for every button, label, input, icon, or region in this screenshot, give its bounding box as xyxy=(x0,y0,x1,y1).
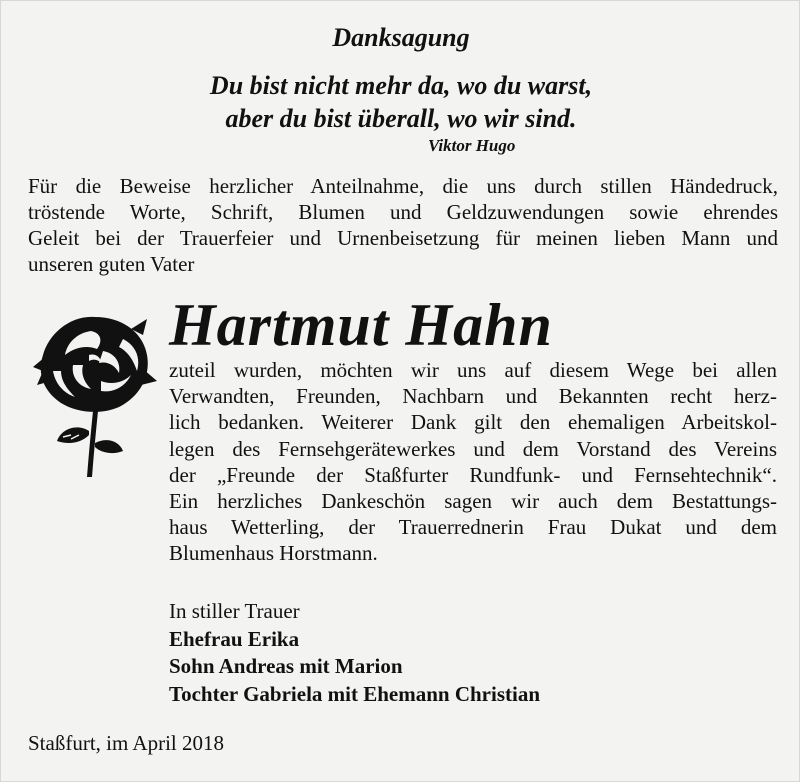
text-line: zuteil wurden, möchten wir uns auf diesem Wege bei allen xyxy=(169,358,777,382)
thanks-paragraph xyxy=(169,357,777,567)
quote-author: Viktor Hugo xyxy=(428,136,516,155)
deceased-name: Hartmut Hahn xyxy=(169,292,553,358)
text-line: Ein herzliches Dankeschön sagen wir auch dem Bestattungs- xyxy=(169,489,777,514)
text-line: Geleit bei der Trauerfeier und Urnenbeisetzung für meinen lieben Mann und xyxy=(28,226,778,250)
text-line: legen des Fernsehgerätewerkes und dem Vorstand des Vereins xyxy=(169,436,777,461)
quote-line: Du bist nicht mehr da, wo du warst, xyxy=(209,71,593,100)
intro-paragraph xyxy=(28,173,778,277)
quote-line: aber du bist überall, wo wir sind. xyxy=(225,104,577,133)
signoff-block xyxy=(169,598,540,708)
text-line: haus Wetterling, der Trauerrednerin Frau Dukat und dem xyxy=(169,515,777,540)
text-line: tröstende Worte, Schrift, Blumen und Geldzuwendungen sowie ehrendes xyxy=(28,200,778,224)
text-line: Verwandten, Freunden, Nachbarn und Bekannten recht herz- xyxy=(169,384,777,409)
rose-icon xyxy=(31,311,159,481)
text-line: der „Freunde der Staßfurter Rundfunk- und Fernsehtechnik“. xyxy=(169,462,777,487)
text-line: lich bedanken. Weiterer Dank gilt den ehemaligen Arbeitskol- xyxy=(169,410,777,435)
mourner-name: Ehefrau Erika xyxy=(169,626,300,651)
mourner-name: Tochter Gabriela mit Ehemann Christian xyxy=(169,681,541,706)
text-line: Für die Beweise herzlicher Anteilnahme, die uns durch stillen Händedruck, xyxy=(28,174,778,198)
mourner-name: Sohn Andreas mit Marion xyxy=(169,654,403,678)
place-date: Staßfurt, im April 2018 xyxy=(28,731,224,755)
text-line: unseren guten Vater xyxy=(28,252,195,276)
quote-block xyxy=(1,69,800,135)
notice-heading: Danksagung xyxy=(332,23,470,52)
text-line: Blumenhaus Horstmann. xyxy=(169,541,378,566)
signoff-intro: In stiller Trauer xyxy=(169,599,300,623)
